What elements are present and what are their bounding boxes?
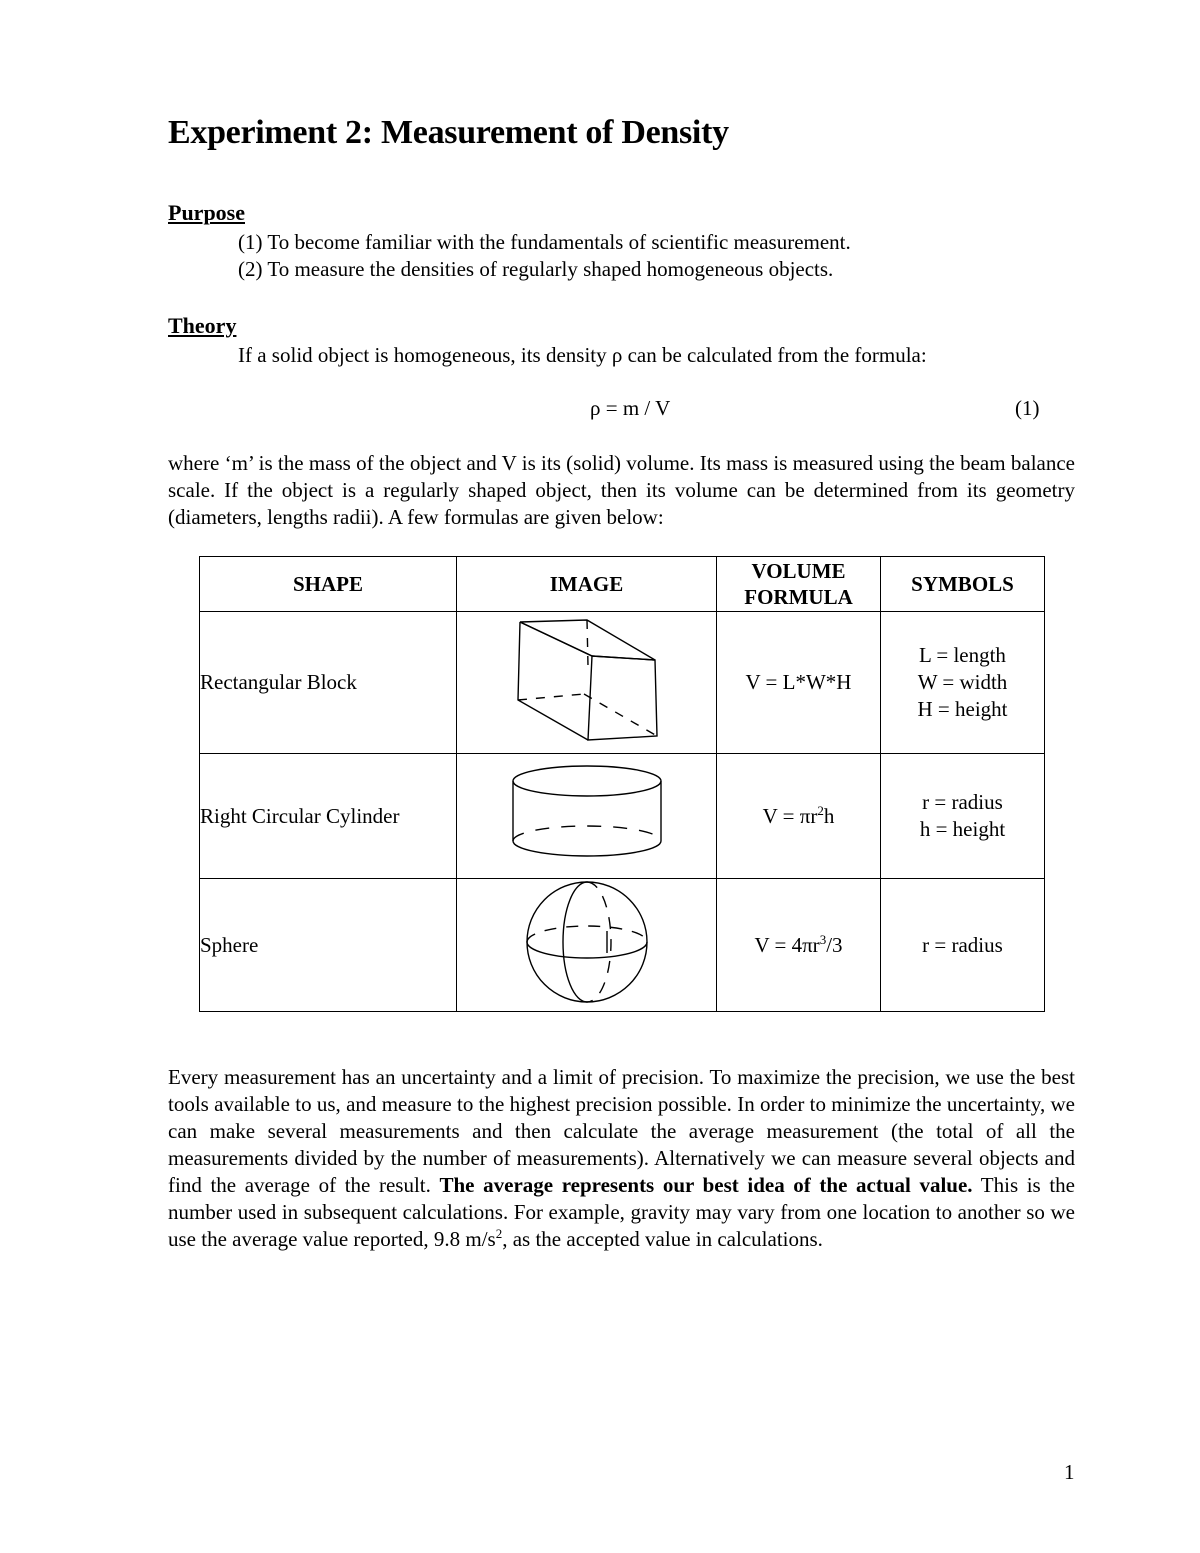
- shape-image-cell: [457, 612, 717, 754]
- header-image: IMAGE: [457, 557, 717, 612]
- paragraph-text: This is the number used in subsequent calculations. For example, gravity may vary from one location to another so we use the average value reported, 9.8 m/s: [168, 1173, 1076, 1251]
- rectangular-block-icon: [512, 616, 662, 744]
- equation-number: (1): [1015, 396, 1040, 420]
- purpose-heading: Purpose: [168, 200, 245, 225]
- table-row: [200, 754, 1045, 879]
- formula-exponent: 3: [819, 931, 827, 947]
- volume-formula: [717, 879, 881, 1012]
- theory-intro: If a solid object is homogeneous, its density ρ can be calculated from the formula:: [238, 343, 927, 367]
- cylinder-icon: [507, 763, 667, 863]
- symbol-definition: r = radius: [922, 932, 1003, 957]
- volume-formula-table: [199, 556, 1045, 1012]
- shape-image-cell: [457, 754, 717, 879]
- header-volume-formula: [717, 557, 881, 612]
- formula-text: V = πr: [762, 803, 818, 828]
- table-row: [200, 612, 1045, 754]
- density-formula: ρ = m / V: [590, 396, 671, 420]
- unit-exponent: 2: [495, 1226, 503, 1241]
- shape-image-cell: [457, 879, 717, 1012]
- symbol-definition: h = height: [919, 817, 1006, 841]
- paragraph-text: Every measurement has an uncertainty and a limit of precision. To maximize the precision, we use the best tools available to us, and measure to the highest precision possible. In order to minimize the uncertainty, we can make several measurements and then calculate the average measurement (the total of all the measurements divided by the number of measurements). Alternatively we can measure several objects and find the average of the result.: [168, 1065, 1075, 1197]
- symbol-definition: H = height: [917, 697, 1008, 721]
- formula-text: V = 4πr: [754, 932, 820, 957]
- volume-formula: [717, 754, 881, 879]
- symbols-cell: [881, 612, 1045, 754]
- sphere-icon: [522, 879, 652, 1005]
- header-symbols: SYMBOLS: [881, 557, 1045, 612]
- page-number: 1: [1064, 1460, 1075, 1484]
- symbols-cell: [881, 754, 1045, 879]
- purpose-item: (2) To measure the densities of regularly shaped homogeneous objects.: [238, 257, 834, 281]
- symbol-definition: r = radius: [922, 790, 1003, 814]
- symbols-cell: [881, 879, 1045, 1012]
- formula-text: /3: [826, 932, 843, 957]
- header-shape: SHAPE: [200, 557, 457, 612]
- purpose-item: (1) To become familiar with the fundamentals of scientific measurement.: [238, 230, 851, 254]
- symbol-definition: L = length: [919, 643, 1006, 667]
- table-row: [200, 879, 1045, 1012]
- table-header-row: [200, 557, 1045, 612]
- precision-paragraph: [168, 1064, 1075, 1253]
- shape-name: Rectangular Block: [200, 612, 457, 754]
- symbol-definition: W = width: [917, 670, 1008, 694]
- header-volume-line: VOLUME: [751, 559, 846, 583]
- paragraph-emphasis: The average represents our best idea of the actual value.: [439, 1173, 973, 1197]
- header-formula-line: FORMULA: [744, 585, 853, 609]
- theory-heading: Theory: [168, 313, 237, 338]
- volume-formula: V = L*W*H: [717, 612, 881, 754]
- formula-text: h: [823, 803, 835, 828]
- shape-name: Sphere: [200, 879, 457, 1012]
- shape-name: Right Circular Cylinder: [200, 754, 457, 879]
- paragraph-text: , as the accepted value in calculations.: [502, 1227, 823, 1251]
- theory-paragraph: where ‘m’ is the mass of the object and V is its (solid) volume. Its mass is measured using the beam balance scale. If the object is a regularly shaped object, then its volume can be determined from its geometry (diameters, lengths radii). A few formulas are given below:: [168, 451, 1075, 529]
- page-title: Experiment 2: Measurement of Density: [168, 114, 729, 151]
- formula-exponent: 2: [817, 802, 824, 818]
